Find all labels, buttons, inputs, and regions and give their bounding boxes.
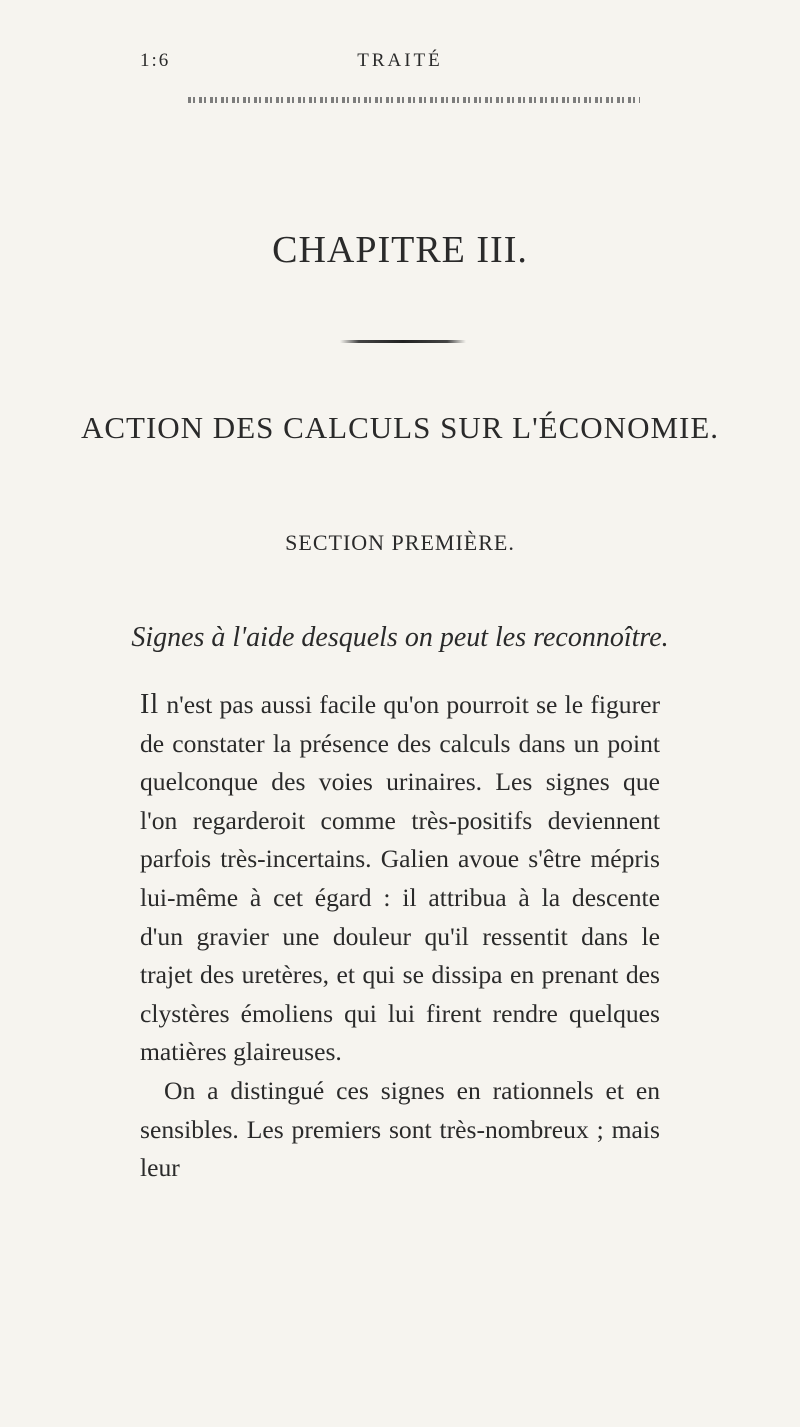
running-head: TRAITÉ bbox=[357, 50, 443, 71]
body-text bbox=[140, 686, 660, 1188]
page-header bbox=[0, 50, 800, 80]
paragraph bbox=[140, 686, 660, 1072]
paragraph-text: On a distingué ces signes en rationnels et en sensibles. Les premiers sont très-nombreux ; mais leur bbox=[140, 1075, 660, 1183]
paragraph-lead: Il bbox=[140, 689, 160, 720]
section-heading: SECTION PREMIÈRE. bbox=[285, 530, 515, 555]
chapter-heading: CHAPITRE III. bbox=[272, 229, 528, 271]
chapter-title: ACTION DES CALCULS SUR L'ÉCONOMIE. bbox=[80, 410, 720, 445]
paragraph-text: n'est pas aussi facile qu'on pourroit se le figurer de constater la présence des calculs dans un point quelconque des voies urinaires. Les signes que l'on regarderoit comme très-positifs deviennent parfois très-incertains. Galien avoue s'être mépris lui-même à cet égard : il attribua à la descente d'un gravier une douleur qu'il ressentit dans le trajet des uretères, et qui se dissipa en prenant des clystères émoliens qui lui firent rendre quelques matières glaireuses. bbox=[140, 690, 660, 1067]
section-subtitle: Signes à l'aide desquels on peut les reconnoître. bbox=[131, 622, 669, 653]
decorative-border bbox=[188, 97, 640, 103]
paragraph bbox=[140, 1072, 660, 1188]
divider-rule bbox=[340, 340, 466, 343]
page-number: 1:6 bbox=[140, 50, 171, 71]
